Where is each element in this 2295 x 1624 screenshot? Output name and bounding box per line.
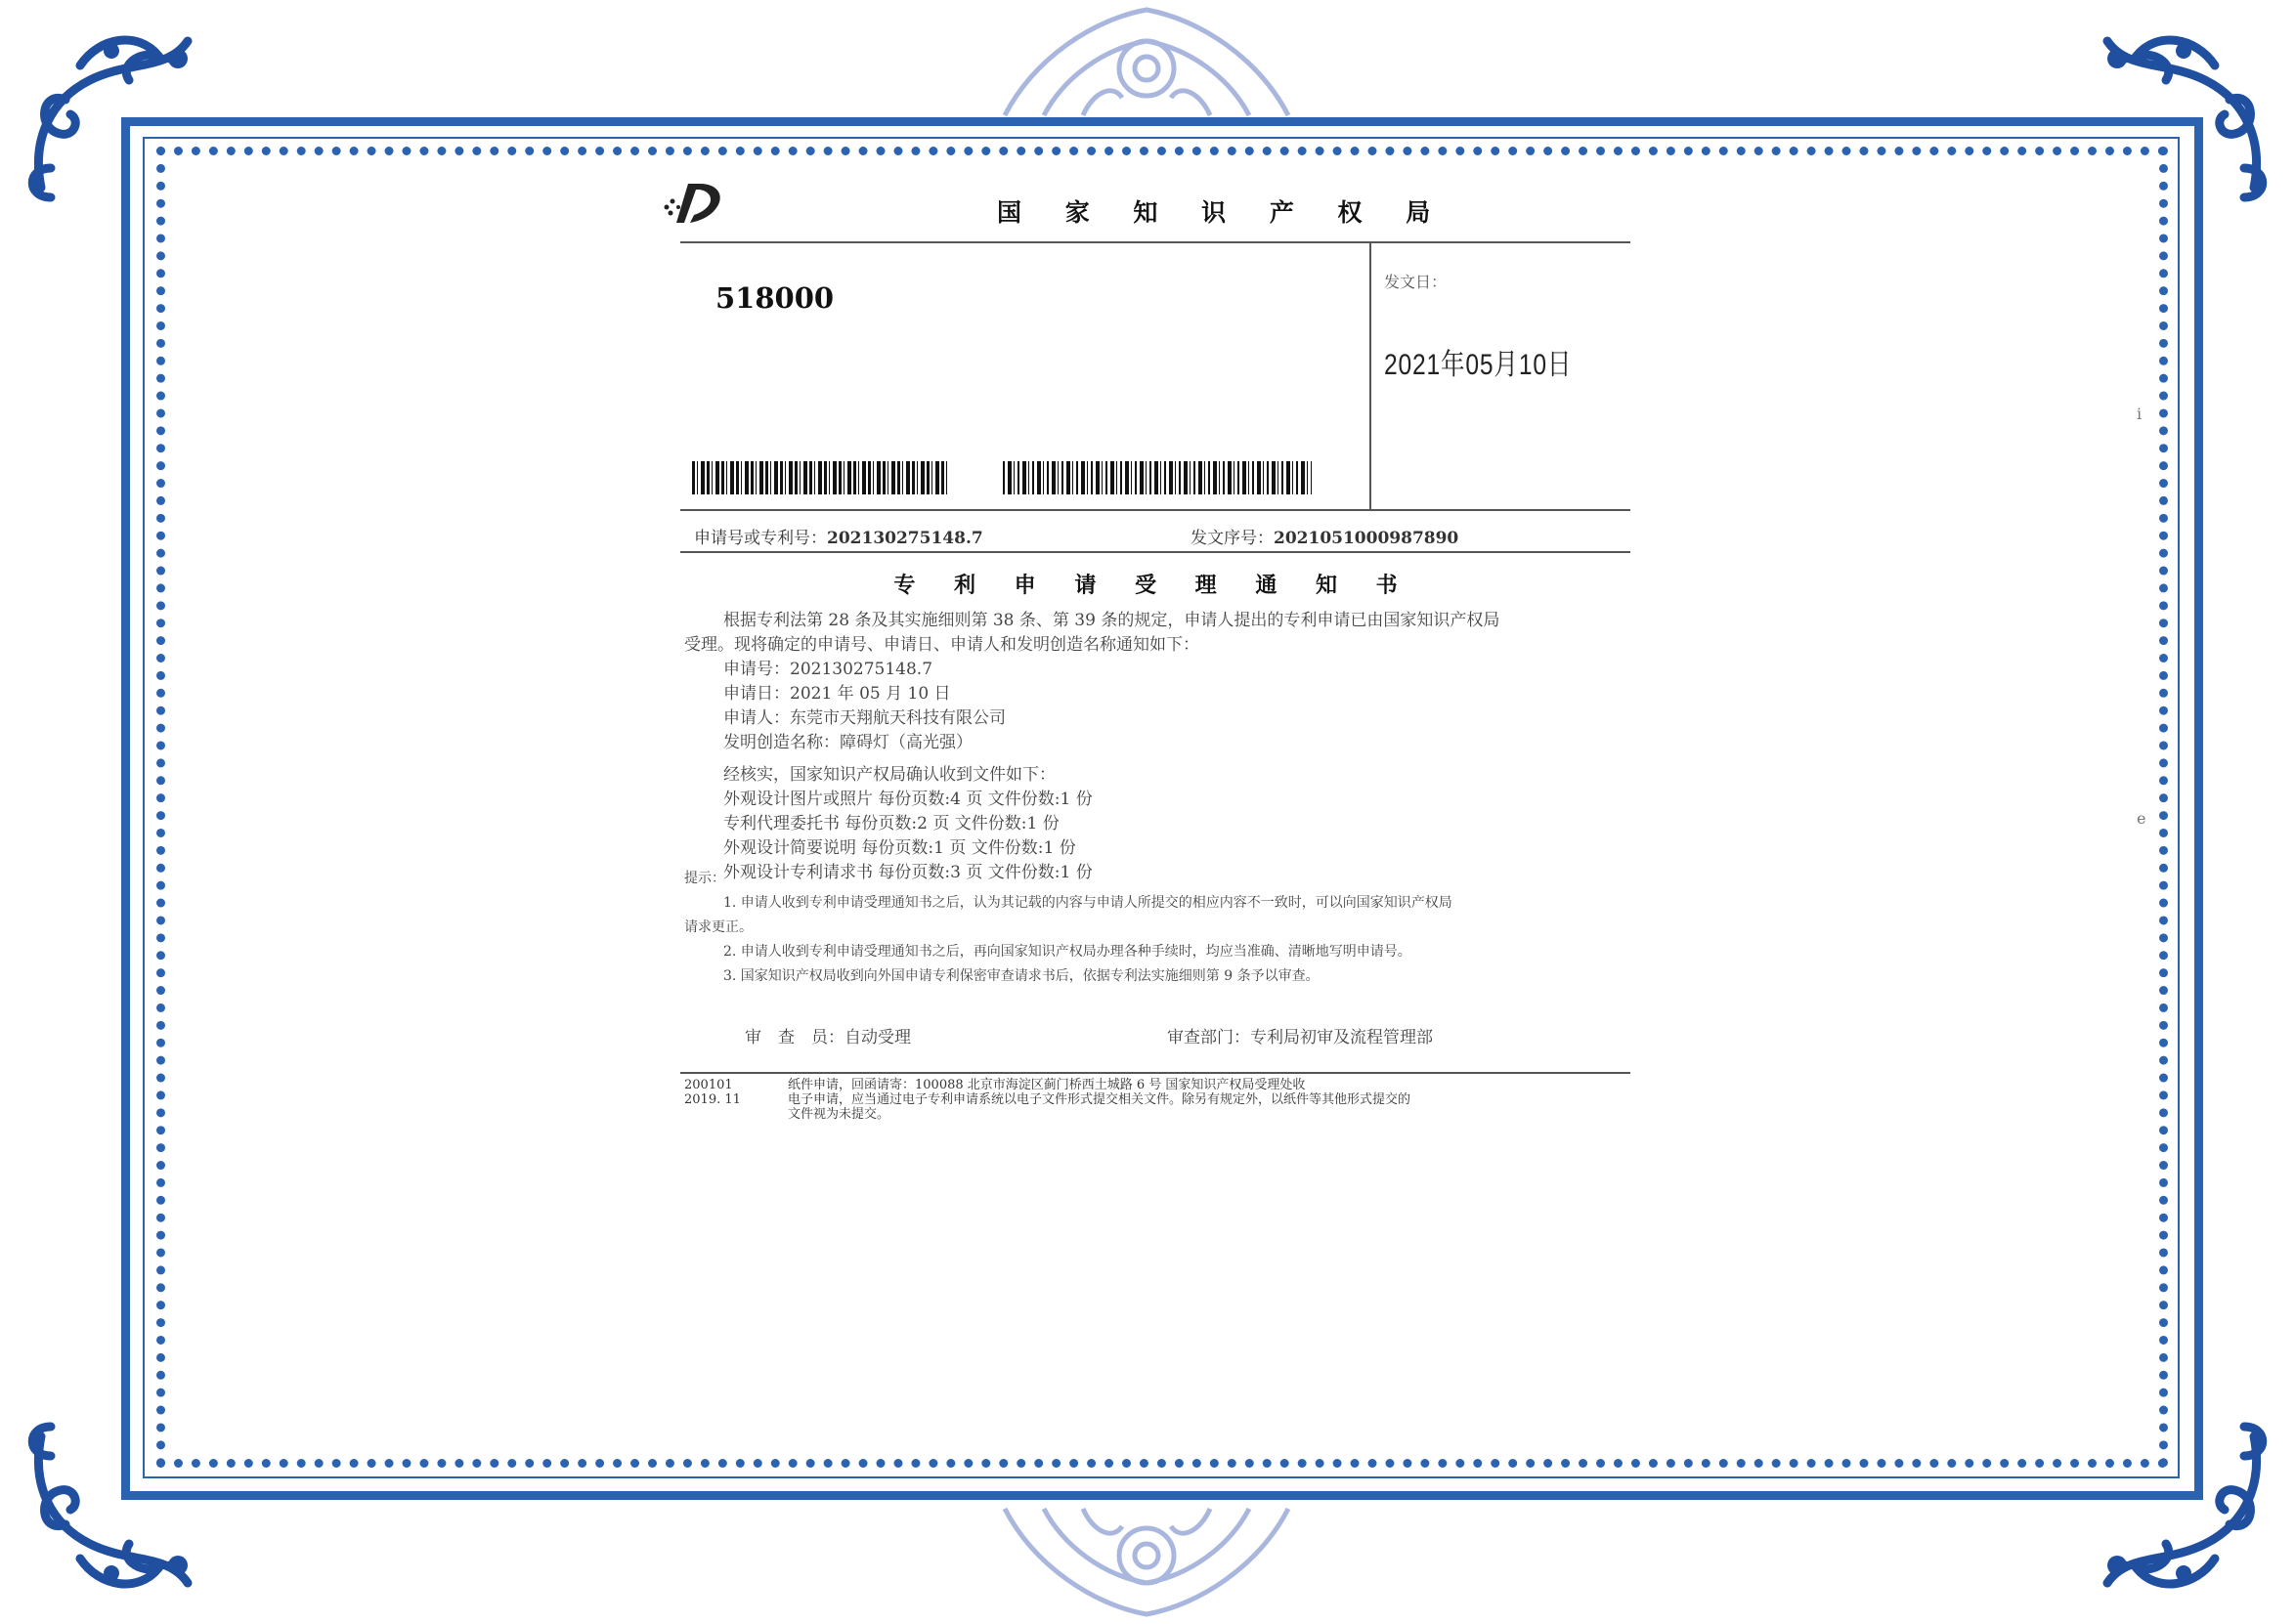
ornament-medallion-top (995, 0, 1298, 117)
corner-ornament-bottom-left (22, 1417, 207, 1603)
corner-ornament-top-left (22, 21, 207, 207)
barcode-left (692, 461, 950, 494)
serial-number: 2021051000987890 (1274, 529, 1459, 548)
postcode: 518000 (715, 281, 835, 315)
corner-ornament-bottom-right (2088, 1417, 2273, 1603)
agency-title: 国 家 知 识 产 权 局 (997, 198, 1449, 227)
divider (680, 1072, 1630, 1074)
divider (1369, 242, 1371, 510)
intro-line: 受理。现将确定的申请号、申请日、申请人和发明创造名称通知如下： (684, 635, 1199, 655)
issue-date-label: 发文日： (1384, 273, 1448, 291)
cnipa-logo (661, 178, 729, 227)
barcode-right (1003, 461, 1312, 494)
application-number-label: 申请号或专利号： (694, 529, 827, 548)
form-version: 2019. 11 (684, 1092, 741, 1107)
footer-line: 纸件申请，回函请寄：100088 北京市海淀区蓟门桥西土城路 6 号 国家知识产权局受理处收 (788, 1078, 1306, 1092)
application-date-field: 申请日：2021 年 05 月 10 日 (723, 684, 951, 704)
footer-line: 文件视为未提交。 (788, 1107, 890, 1122)
verification-line: 经核实，国家知识产权局确认收到文件如下： (723, 765, 1056, 785)
received-file-item: 外观设计简要说明 每份页数:1 页 文件份数:1 份 (723, 838, 1076, 858)
margin-mark: i (2137, 405, 2143, 423)
application-number: 202130275148.7 (827, 529, 983, 548)
examiner-line: 审 查 员：自动受理 (745, 1028, 911, 1047)
notice-title: 专 利 申 请 受 理 通 知 书 (893, 573, 1413, 598)
form-code: 200101 (684, 1078, 733, 1092)
application-number-field: 申请号：202130275148.7 (723, 660, 933, 679)
divider (680, 509, 1630, 511)
tip-item: 2. 申请人收到专利申请受理通知书之后，再向国家知识产权局办理各种手续时，均应当准确、清晰地写明申请号。 (723, 944, 1411, 960)
footer-line: 电子申请，应当通过电子专利申请系统以电子文件形式提交相关文件。除另有规定外，以纸件等其他形式提交的 (788, 1092, 1411, 1107)
margin-mark: e (2137, 809, 2146, 828)
serial-number-label: 发文序号： (1191, 529, 1274, 548)
issue-date: 2021年05月10日 (1384, 349, 1573, 381)
tip-item-continued: 请求更正。 (684, 919, 753, 935)
tip-item: 1. 申请人收到专利申请受理通知书之后，认为其记载的内容与申请人所提交的相应内容不一致时，可以向国家知识产权局 (723, 895, 1452, 911)
patent-acceptance-notice (674, 166, 1632, 1436)
application-number-row (694, 524, 983, 548)
tips-heading: 提示： (684, 871, 725, 886)
tip-item: 3. 国家知识产权局收到向外国申请专利保密审查请求书后，依据专利法实施细则第 9 条予以审查。 (723, 968, 1320, 984)
intro-line: 根据专利法第 28 条及其实施细则第 38 条、第 39 条的规定，申请人提出的专利申请已由国家知识产权局 (723, 611, 1500, 630)
received-file-item: 外观设计专利请求书 每份页数:3 页 文件份数:1 份 (723, 863, 1093, 882)
corner-ornament-top-right (2088, 21, 2273, 207)
applicant-field: 申请人：东莞市天翔航天科技有限公司 (723, 708, 1006, 728)
invention-title-field: 发明创造名称：障碍灯（高光强） (723, 733, 973, 752)
footer-instructions (788, 1078, 1628, 1122)
received-file-item: 专利代理委托书 每份页数:2 页 文件份数:1 份 (723, 814, 1060, 833)
notice-body (684, 609, 1627, 885)
serial-number-row (1191, 524, 1458, 548)
department-line: 审查部门：专利局初审及流程管理部 (1167, 1028, 1433, 1047)
received-file-item: 外观设计图片或照片 每份页数:4 页 文件份数:1 份 (723, 790, 1093, 809)
divider (680, 551, 1630, 553)
divider (680, 241, 1630, 243)
ornament-medallion-bottom (995, 1507, 1298, 1624)
tips-section (684, 867, 1627, 989)
